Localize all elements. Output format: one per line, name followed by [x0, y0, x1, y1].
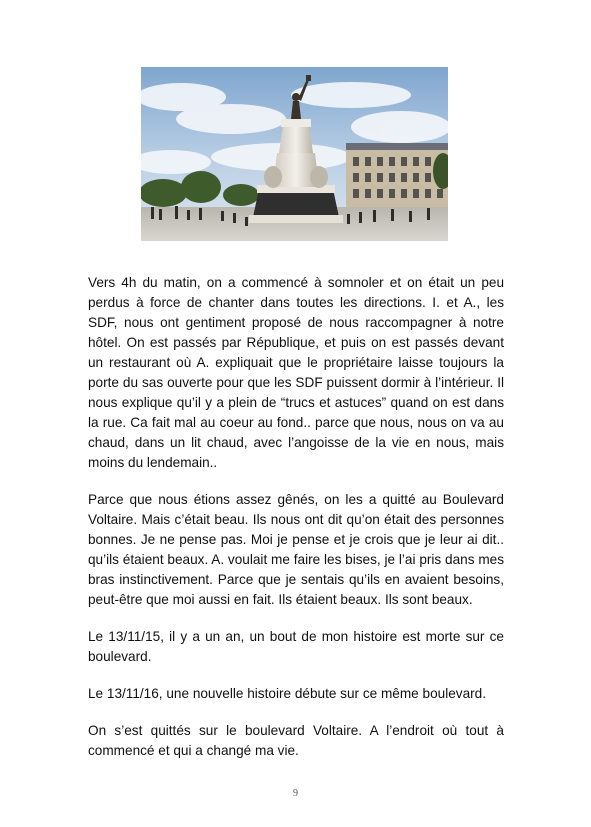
page-number: 9 [293, 788, 298, 799]
body-text [88, 273, 504, 778]
monument-photo [141, 67, 448, 241]
paragraph: Le 13/11/15, il y a un an, un bout de mon histoire est morte sur ce boulevard. [88, 629, 504, 664]
paragraph: Le 13/11/16, une nouvelle histoire débute sur ce même boulevard. [88, 686, 487, 701]
paragraph: Parce que nous étions assez gênés, on les a quitté au Boulevard Voltaire. Mais c’était beau. Ils nous ont dit qu’on était des personnes bonnes. Je ne pense pas. Moi je pense et je crois que je leur ai dit.. qu’ils étaient beaux. A. voulait me faire les bises, je l’ai pris dans mes bras instinctivement. Parce que je sentais qu’ils en avaient besoins, peut-être que moi aussi en fait. Ils étaient beaux. Ils sont beaux. [88, 492, 504, 607]
paragraph: On s’est quittés sur le boulevard Voltaire. A l’endroit où tout à commencé et qui a changé ma vie. [88, 723, 504, 758]
paragraph: Vers 4h du matin, on a commencé à somnoler et on était un peu perdus à force de chanter dans toutes les directions. I. et A., les SDF, nous ont gentiment proposé de nous raccompagner à notre hôtel. On est passés par République, et puis on est passés devant un restaurant où A. expliquait que le propriétaire laisse toujours la porte du sas ouverte pour que les SDF puissent dormir à l’intérieur. Il nous explique qu’il y a plein de “trucs et astuces” quand on est dans la rue. Ca fait mal au coeur au fond.. parce que nous, nous on va au chaud, dans un lit chaud, avec l’angoisse de la vie en nous, mais moins du lendemain.. [88, 275, 504, 470]
